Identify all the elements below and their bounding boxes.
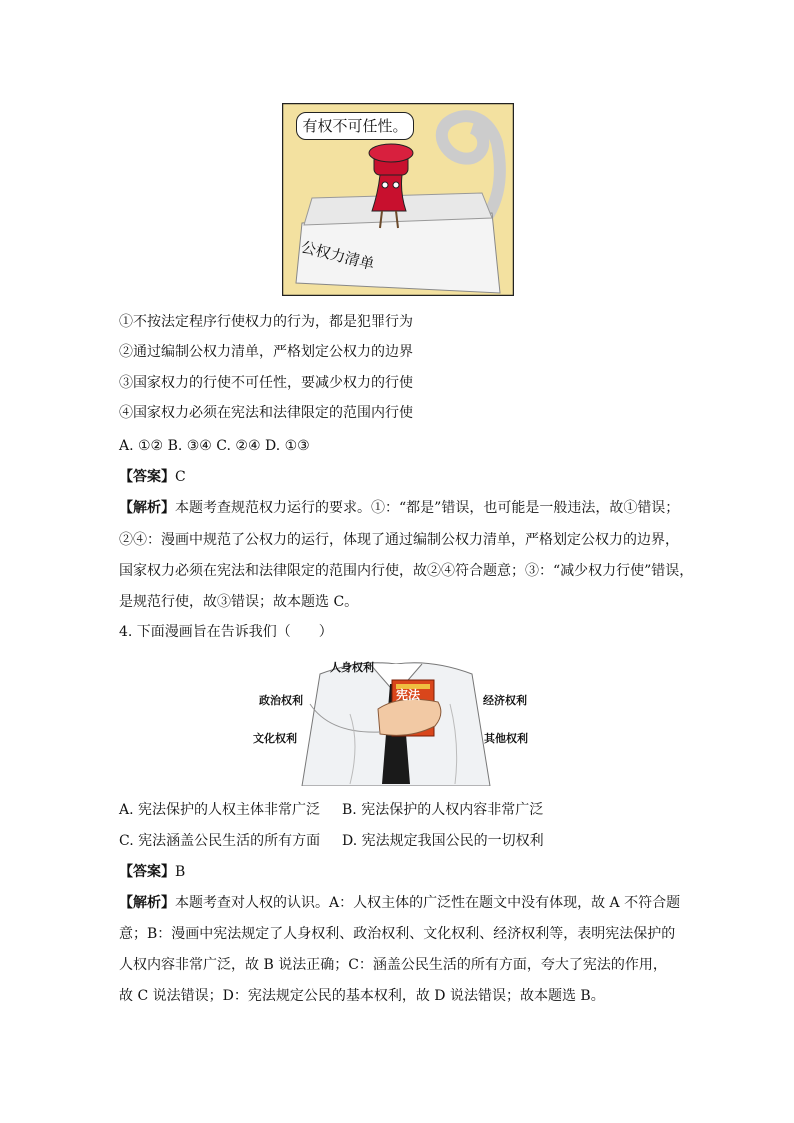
analysis-text: 本题考查规范权力运行的要求。①：“都是”错误，也可能是一般违法，故①错误；	[175, 500, 680, 516]
analysis-q4-line-3: 人权内容非常广泛，故 B 说法正确；C：涵盖公民生活的所有方面，夸大了宪法的作用，	[119, 957, 667, 973]
analysis-q3-line-3: 国家权力必须在宪法和法律限定的范围内行使，故②④符合题意；③：“减少权力行使”错误，	[119, 563, 694, 579]
label-cultural-rights: 文化权利	[253, 732, 297, 745]
constitution-book-title: 宪法	[396, 688, 421, 702]
speech-bubble: 有权不可任性。	[296, 112, 414, 140]
analysis-q3-line-2: ②④：漫画中规范了公权力的运行，体现了通过编制公权力清单，严格划定公权力的边界，	[119, 532, 679, 548]
choice-b: B. 宪法保护的人权内容非常广泛	[342, 802, 544, 818]
label-economic-rights: 经济权利	[483, 694, 527, 707]
answer-value: C	[175, 469, 186, 485]
option-2: ②通过编制公权力清单，严格划定公权力的边界	[119, 344, 413, 360]
analysis-label: 【解析】	[119, 895, 175, 911]
label-personal-rights: 人身权利	[330, 661, 374, 674]
choice-d: D. 宪法规定我国公民的一切权利	[342, 833, 544, 849]
label-political-rights: 政治权利	[259, 694, 303, 707]
choices-q3: A. ①② B. ③④ C. ②④ D. ①③	[119, 438, 310, 454]
answer-q3	[119, 467, 186, 487]
choice-a: A. 宪法保护的人权主体非常广泛	[119, 802, 321, 818]
analysis-q4-line-4: 故 C 说法错误；D：宪法规定公民的基本权利，故 D 说法错误；故本题选 B。	[119, 988, 605, 1004]
analysis-q3-line-1	[119, 498, 679, 518]
answer-value: B	[175, 864, 186, 880]
option-3: ③国家权力的行使不可任性，要减少权力的行使	[119, 375, 413, 391]
option-4: ④国家权力必须在宪法和法律限定的范围内行使	[119, 405, 413, 421]
analysis-text: 本题考查对人权的认识。A：人权主体的广泛性在题文中没有体现，故 A 不符合题	[175, 895, 681, 911]
cartoon-constitution-image	[250, 654, 542, 786]
choice-c: C. 宪法涵盖公民生活的所有方面	[119, 833, 321, 849]
ribbon-label: 公权力清单	[299, 237, 377, 274]
answer-label: 【答案】	[119, 864, 175, 880]
analysis-q3-line-4: 是规范行使，故③错误；故本题选 C。	[119, 594, 359, 610]
analysis-q4-line-1	[119, 893, 680, 913]
answer-q4	[119, 862, 185, 882]
label-other-rights: 其他权利	[484, 732, 528, 745]
analysis-q4-line-2: 意；B：漫画中宪法规定了人身权利、政治权利、文化权利、经济权利等，表明宪法保护的	[119, 926, 676, 942]
question-4: 4. 下面漫画旨在告诉我们（ ）	[119, 624, 333, 640]
answer-label: 【答案】	[119, 469, 175, 485]
analysis-label: 【解析】	[119, 500, 175, 516]
option-1: ①不按法定程序行使权力的行为，都是犯罪行为	[119, 314, 413, 330]
